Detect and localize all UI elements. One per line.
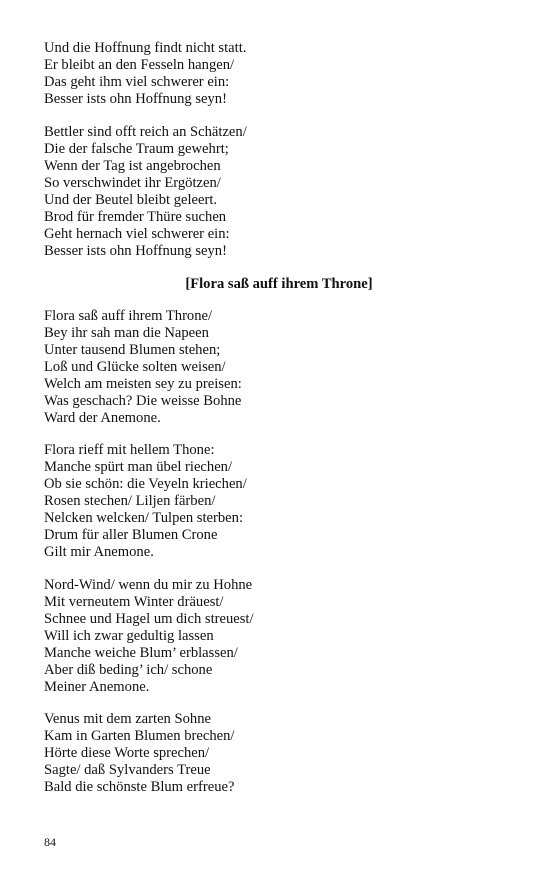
stanza [44, 40, 514, 108]
verse-line: Ward der Anemone. [44, 409, 161, 426]
verse-line: Nord-Wind/ wenn du mir zu Hohne [44, 576, 253, 593]
page-number: 84 [44, 835, 56, 849]
poem-heading: [Flora saß auff ihrem Throne] [185, 275, 373, 292]
verse-line: Will ich zwar gedultig lassen [44, 627, 214, 644]
verse-line: Das geht ihm viel schwerer ein: [44, 74, 230, 90]
verse-line: Besser ists ohn Hoffnung seyn! [44, 91, 227, 107]
verse-line: Flora rieff mit hellem Thone: [44, 442, 215, 458]
verse-line: Brod für fremder Thüre suchen [44, 208, 227, 225]
verse-line: Und der Beutel bleibt geleert. [44, 191, 218, 208]
verse-line: Kam in Garten Blumen brechen/ [44, 728, 235, 744]
verse-line: Bald die schönste Blum erfreue? [44, 779, 235, 795]
verse-line: Geht hernach viel schwerer ein: [44, 225, 230, 242]
verse-line: Er bleibt an den Fesseln hangen/ [44, 57, 235, 73]
verse-line: So verschwindet ihr Ergötzen/ [44, 174, 221, 191]
verse-line: Welch am meisten sey zu preisen: [44, 375, 242, 392]
verse-line: Manche weiche Blum’ erblassen/ [44, 644, 238, 661]
verse-line: Sagte/ daß Sylvanders Treue [44, 762, 211, 778]
verse-line: Gilt mir Anemone. [44, 544, 154, 560]
verse-line: Aber diß beding’ ich/ schone [44, 661, 213, 678]
verse-line: Drum für aller Blumen Crone [44, 527, 218, 543]
stanza [44, 711, 514, 796]
verse-line: Rosen stechen/ Liljen färben/ [44, 493, 216, 509]
stanza [44, 577, 514, 696]
verse-line: Schnee und Hagel um dich streuest/ [44, 610, 254, 627]
stanza [44, 442, 514, 561]
stanza [44, 124, 514, 260]
verse-line: Meiner Anemone. [44, 678, 150, 695]
poem-section-before [44, 40, 514, 260]
verse-line: Flora saß auff ihrem Throne/ [44, 307, 213, 324]
verse-line: Was geschach? Die weisse Bohne [44, 392, 242, 409]
verse-line: Und die Hoffnung findt nicht statt. [44, 40, 247, 56]
verse-line: Nelcken welcken/ Tulpen sterben: [44, 510, 243, 526]
verse-line: Mit verneutem Winter dräuest/ [44, 593, 224, 610]
verse-line: Die der falsche Traum gewehrt; [44, 140, 229, 157]
page-body [44, 40, 514, 812]
poem-section-after [44, 308, 514, 797]
verse-line: Manche spürt man übel riechen/ [44, 459, 233, 475]
stanza [44, 308, 514, 427]
verse-line: Ob sie schön: die Veyeln kriechen/ [44, 476, 247, 492]
verse-line: Bey ihr sah man die Napeen [44, 324, 209, 341]
verse-line: Bettler sind offt reich an Schätzen/ [44, 123, 247, 140]
verse-line: Besser ists ohn Hoffnung seyn! [44, 242, 227, 259]
verse-line: Loß und Glücke solten weisen/ [44, 358, 226, 375]
verse-line: Wenn der Tag ist angebrochen [44, 157, 221, 174]
verse-line: Hörte diese Worte sprechen/ [44, 745, 210, 761]
verse-line: Unter tausend Blumen stehen; [44, 341, 221, 358]
verse-line: Venus mit dem zarten Sohne [44, 711, 211, 727]
